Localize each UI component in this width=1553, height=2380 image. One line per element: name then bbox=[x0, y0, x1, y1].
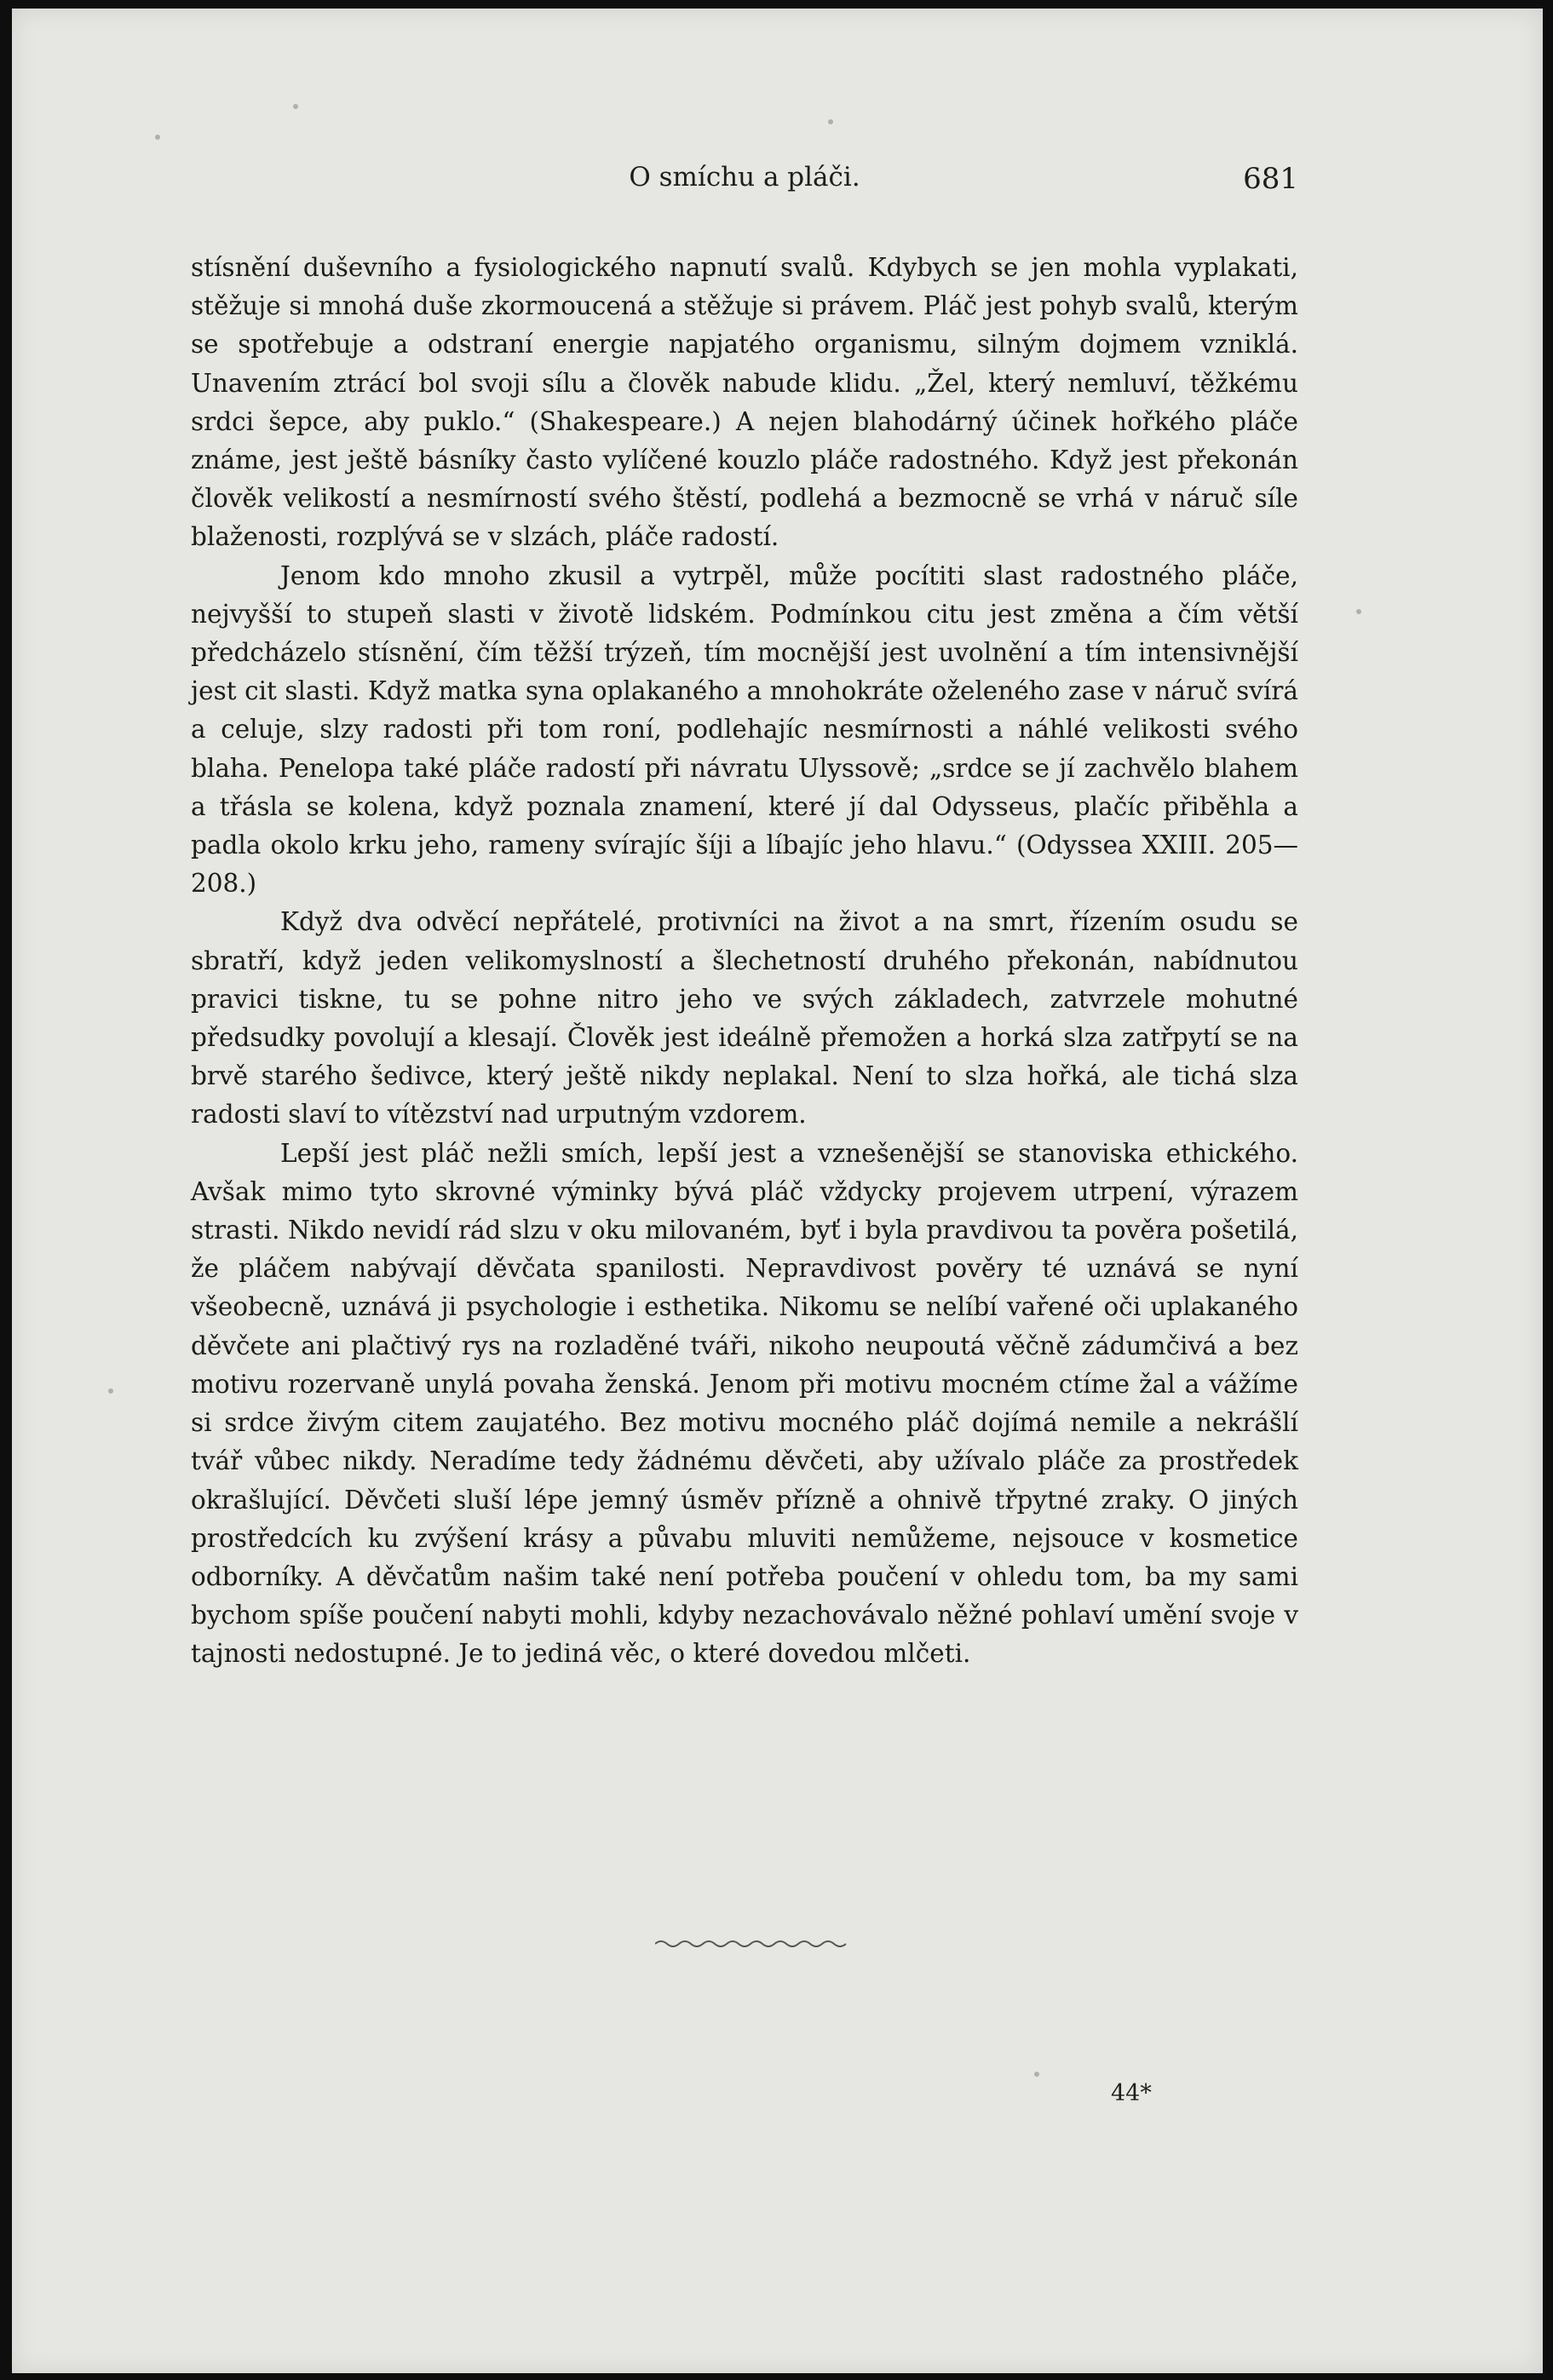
running-head bbox=[191, 162, 1298, 213]
paper-speck bbox=[155, 135, 160, 140]
paper-speck bbox=[1034, 2072, 1039, 2077]
paragraph: Když dva odvěcí nepřátelé, protivníci na život a na smrt, řízením osudu se sbratří, když jeden velikomyslností a šlechetností druhého překonán, nabídnutou pravici tiskne, tu se pohne nitro jeho ve svých základech, zatvrzele mohutné předsudky povolují a klesají. Člověk jest ideálně přemožen a horká slza zatřpytí se na brvě starého šedivce, který ještě nikdy neplakal. Není to slza hořká, ale tichá slza radosti slaví to vítězství nad urputným vzdorem. bbox=[191, 907, 1298, 1130]
running-title: O smíchu a pláči. bbox=[629, 162, 860, 193]
paragraph: Lepší jest pláč nežli smích, lepší jest a vznešenější se stanoviska ethického. Avšak mimo tyto skrovné výminky bývá pláč vždycky projevem utrpení, výrazem strasti. Nikdo nevidí rád slzu v oku milovaném, byť i byla pravdivou ta pověra pošetilá, že pláčem nabývají děvčata spanilosti. Nepravdivost pověry té uznává se nyní všeobecně, uznává ji psychologie i esthetika. Nikomu se nelíbí vařené oči uplakaného děvčete ani plačtivý rys na rozladěné tváři, nikoho neupoutá věčně zádumčivá a bez motivu rozervaně unylá povaha ženská. Jenom při motivu mocném ctíme žal a vážíme si srdce živým citem zaujatého. Bez motivu mocného pláč dojímá nemile a nekrášlí tvář vůbec nikdy. Neradíme tedy žádnému děvčeti, aby užívalo pláče za prostředek okrašlující. Děvčeti sluší lépe jemný úsměv přízně a ohnivě třpytné zraky. O jiných prostředcích ku zvýšení krásy a půvabu mluviti nemůžeme, nejsouce v kosmetice odborníky. A děvčatům našim také není potřeba poučení v ohledu tom, ba my sami bychom spíše poučení nabyti mohli, kdyby nezachovávalo něžné pohlaví umění svoje v tajnosti nedostupné. Je to jediná věc, o které dovedou mlčeti. bbox=[191, 1138, 1298, 1669]
signature-mark: 44* bbox=[1111, 2080, 1152, 2107]
paper-speck bbox=[828, 119, 833, 124]
body-text bbox=[191, 249, 1298, 1674]
book-page bbox=[12, 9, 1543, 2373]
page-number: 681 bbox=[1243, 162, 1298, 196]
paragraph: Jenom kdo mnoho zkusil a vytrpěl, může pocítiti slast radostného pláče, nejvyšší to stupeň slasti v životě lidském. Podmínkou citu jest změna a čím větší předcházelo stísnění, čím těžší trýzeň, tím mocnější jest uvolnění a tím intensivnější jest cit slasti. Když matka syna oplakaného a mnohokráte oželeného zase v náruč svírá a celuje, slzy radosti při tom roní, podlehajíc nesmírnosti a náhlé velikosti svého blaha. Penelopa také pláče radostí při návratu Ulyssově; „srdce se jí zachvělo blahem a třásla se kolena, když poznala znamení, které jí dal Odysseus, plačíc přiběhla a padla okolo krku jeho, rameny svírajíc šíji a líbajíc jeho hlavu.“ (Odyssea XXIII. 205—208.) bbox=[191, 561, 1298, 899]
paper-speck bbox=[293, 104, 298, 109]
paragraph: stísnění duševního a fysiologického napnutí svalů. Kdybych se jen mohla vyplakati, stěžuje si mnohá duše zkormoucená a stěžuje si právem. Pláč jest pohyb svalů, kterým se spotřebuje a odstraní energie napjatého organismu, silným dojmem vzniklá. Unavením ztrácí bol svoji sílu a člověk nabude klidu. „Žel, který nemluví, těžkému srdci šepce, aby puklo.“ (Shakespeare.) A nejen blahodárný účinek hořkého pláče známe, jest ještě básníky často vylíčené kouzlo pláče radostného. Když jest překonán člověk velikostí a nesmírností svého štěstí, podlehá a bezmocně se vrhá v náruč síle blaženosti, rozplývá se v slzách, pláče radostí. bbox=[191, 253, 1298, 552]
paper-speck bbox=[108, 1388, 113, 1394]
paper-speck bbox=[1356, 609, 1361, 614]
section-end-ornament bbox=[655, 1935, 847, 1952]
